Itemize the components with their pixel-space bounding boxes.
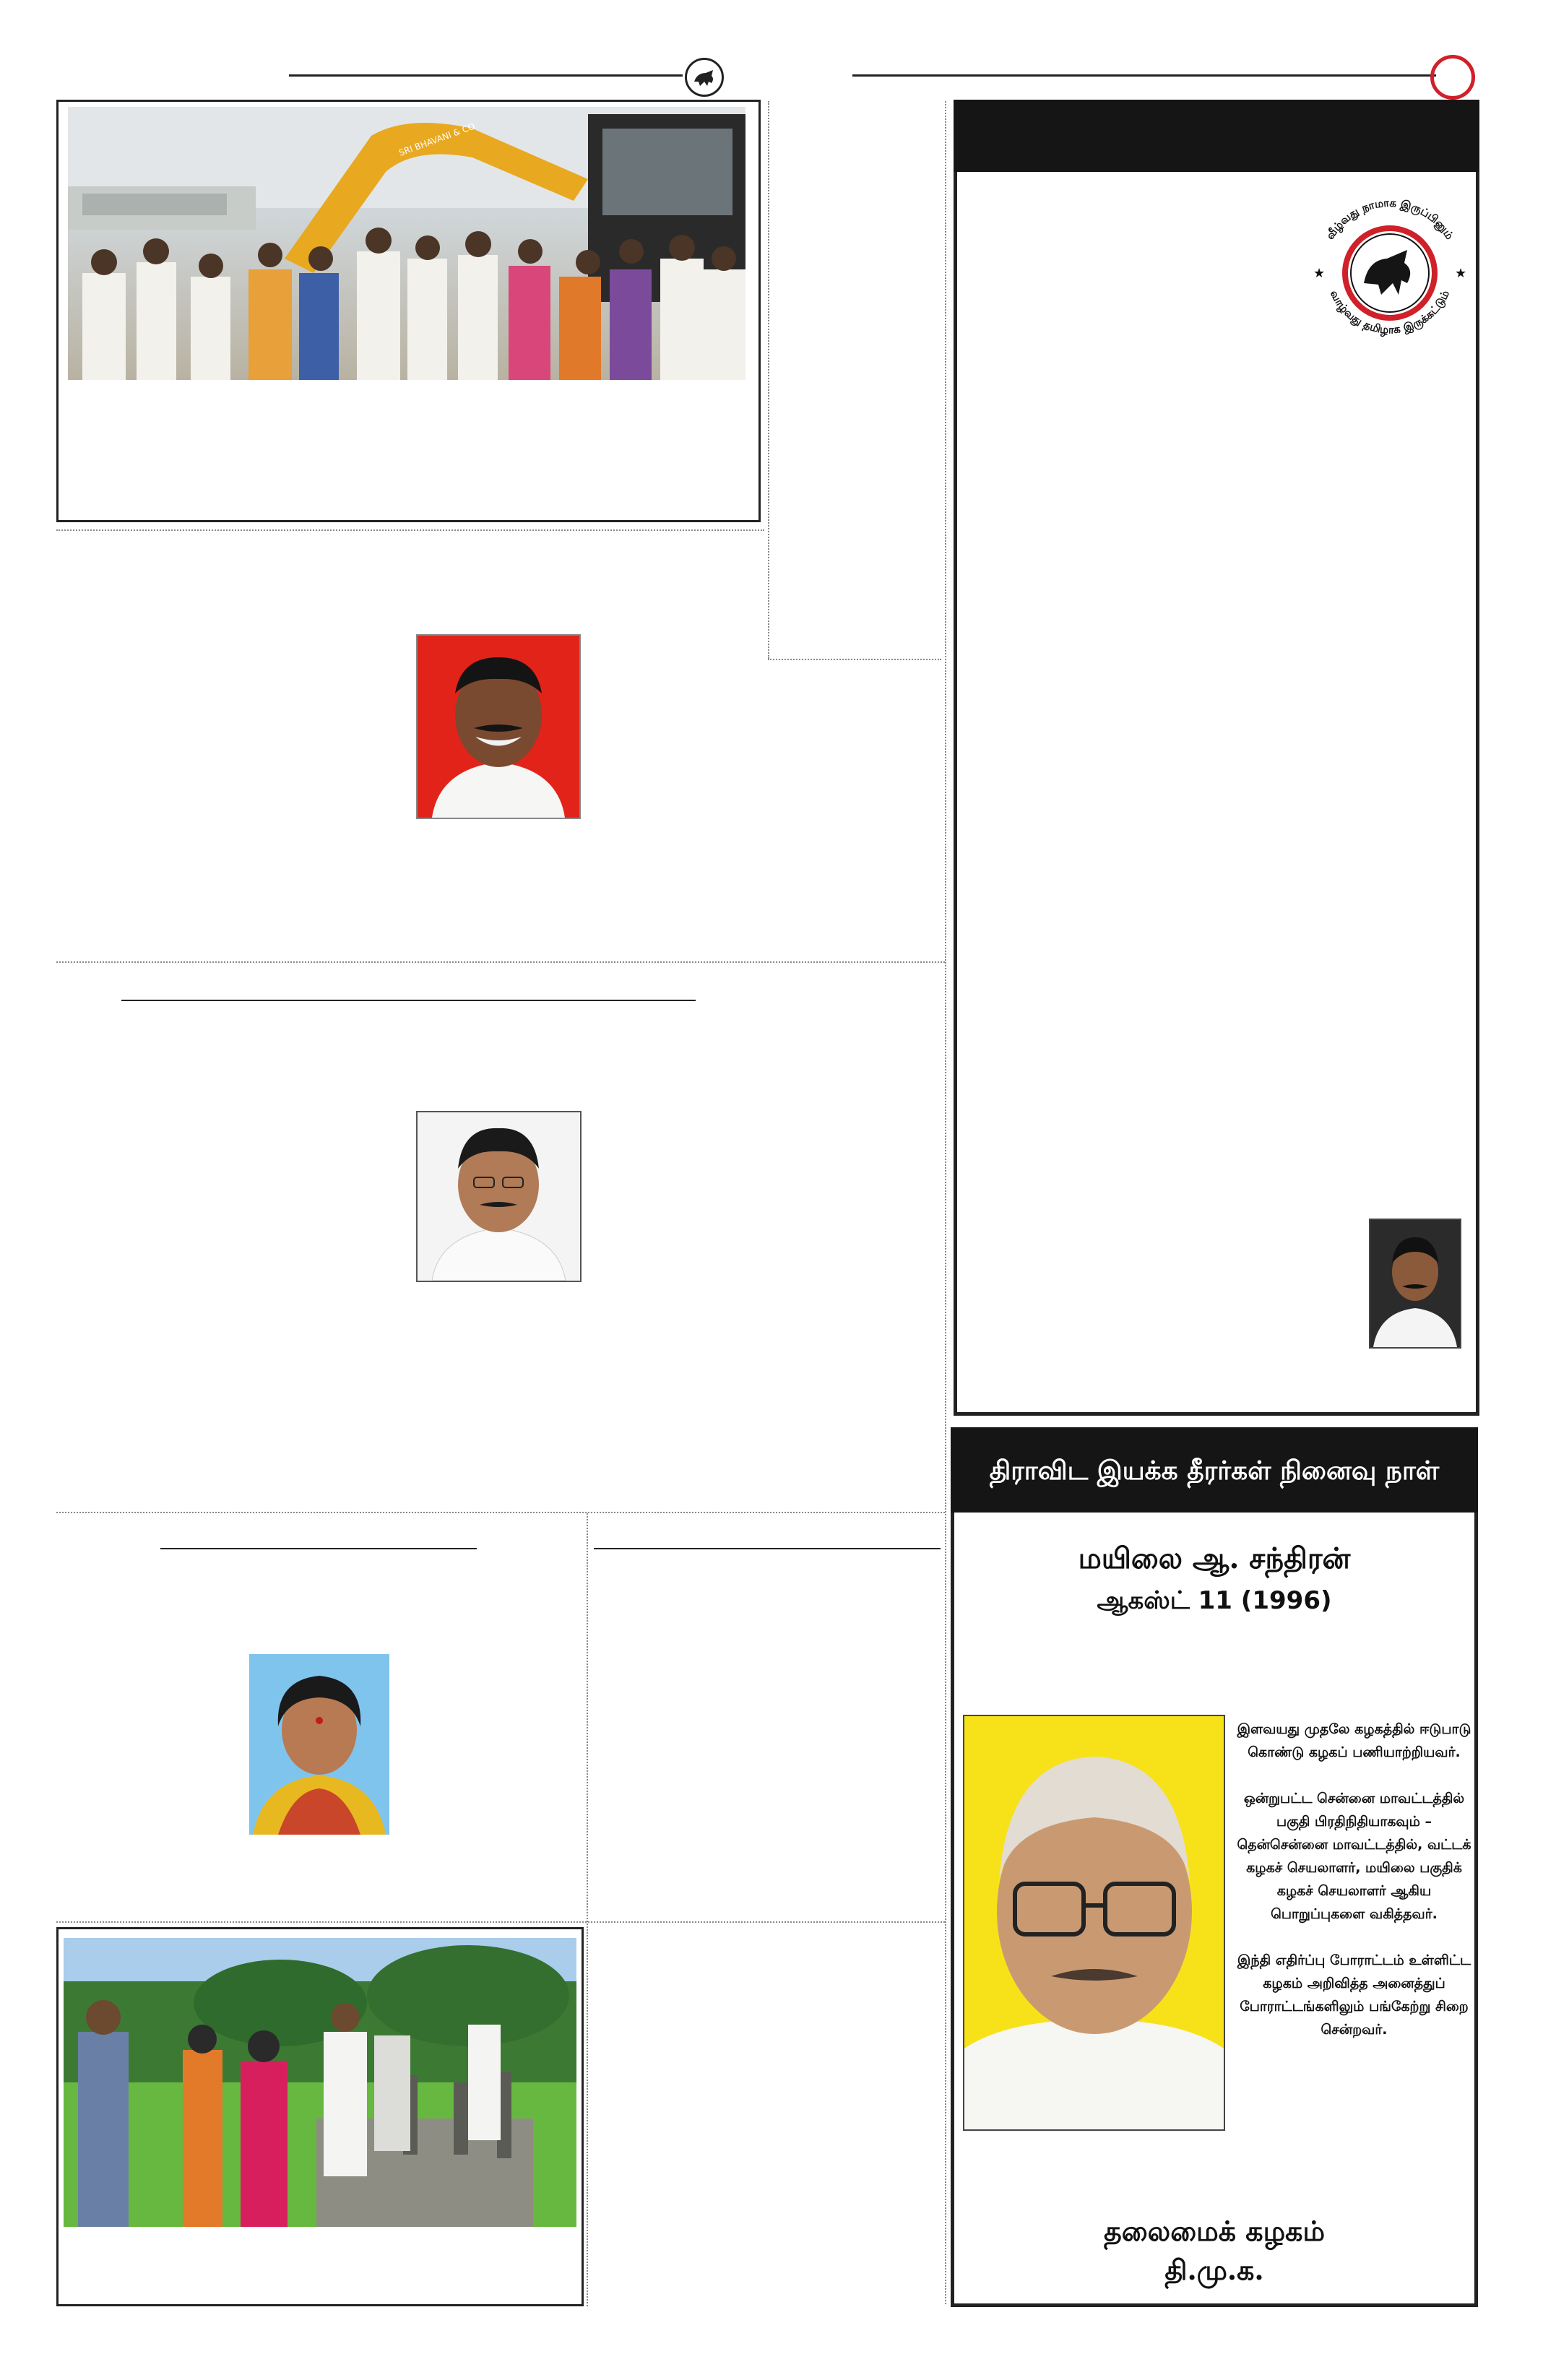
memorial-bio-paragraph-3: இந்தி எதிர்ப்பு போராட்டம் உள்ளிட்ட கழகம் அறிவித்த அனைத்துப் போராட்டங்களிலும் பங்கேற்று சிறை சென்றவர்.	[1237, 1952, 1471, 2038]
memorial-footer-line-2: தி.மு.க.	[1164, 2254, 1264, 2286]
memorial-footer-line-1: தலைமைக் கழகம்	[1103, 2215, 1326, 2247]
column-divider-middle	[768, 101, 769, 659]
garden-visit-photo	[64, 1938, 576, 2227]
bull-emblem-icon	[685, 58, 724, 97]
masthead-rule-right	[852, 74, 1436, 77]
memorial-portrait	[963, 1715, 1225, 2131]
column-divider-lower	[587, 1513, 588, 2306]
section-3-left-title-rule	[160, 1548, 477, 1549]
memorial-header-title: திராவிட இயக்க தீரர்கள் நினைவு நாள்	[989, 1455, 1440, 1486]
portrait-red-background	[416, 634, 581, 819]
divider-below-photo	[56, 529, 764, 531]
portrait-woman	[249, 1654, 389, 1835]
masthead-rule-left	[289, 74, 683, 77]
memorial-bio	[1237, 1718, 1471, 2064]
excavator-banner-text: SRI BHAVANI & CO	[397, 121, 477, 158]
memorial-bio-paragraph-1: இளவயது முதலே கழகத்தில் ஈடுபாடு கொண்டு கழகப் பணியாற்றியவர்.	[1237, 1721, 1471, 1760]
logo-arc-top-text: வீழ்வது நாமாக இருப்பினும்	[1323, 196, 1456, 242]
logo-arc-bottom-text: வாழ்வது தமிழாக இருக்கட்டும்	[1327, 287, 1452, 337]
portrait-white-background	[416, 1111, 582, 1282]
memorial-name: மயிலை ஆ. சந்திரன்	[1078, 1541, 1351, 1575]
crowd-excavator-photo	[68, 107, 745, 380]
divider-section-2	[56, 961, 945, 963]
right-top-header-bar	[954, 100, 1479, 172]
section-3-right-title-rule	[594, 1548, 941, 1549]
circle-outline-icon	[1430, 55, 1475, 100]
memorial-date: ஆகஸ்ட் 11 (1996)	[1097, 1586, 1332, 1615]
memorial-bio-paragraph-2: ஒன்றுபட்ட சென்னை மாவட்டத்தில் பகுதி பிரதிநிதியாகவும் – தென்சென்னை மாவட்டத்தில், வட்டக் கழகச் செயலாளர், மயிலை பகுதிக் கழகச் செயலாளர் ஆகிய பொறுப்புகளை வகித்தவர்.	[1237, 1791, 1471, 1922]
portrait-small-right	[1369, 1219, 1461, 1349]
divider-top-right	[768, 659, 941, 660]
column-divider-main	[945, 101, 946, 2304]
divider-section-3	[56, 1512, 945, 1513]
section-2-title-rule	[121, 1000, 696, 1001]
star-icon: ★	[1455, 266, 1467, 281]
divider-section-4	[56, 1921, 945, 1923]
bull-logo-seal	[1306, 189, 1474, 357]
star-icon: ★	[1313, 266, 1326, 281]
